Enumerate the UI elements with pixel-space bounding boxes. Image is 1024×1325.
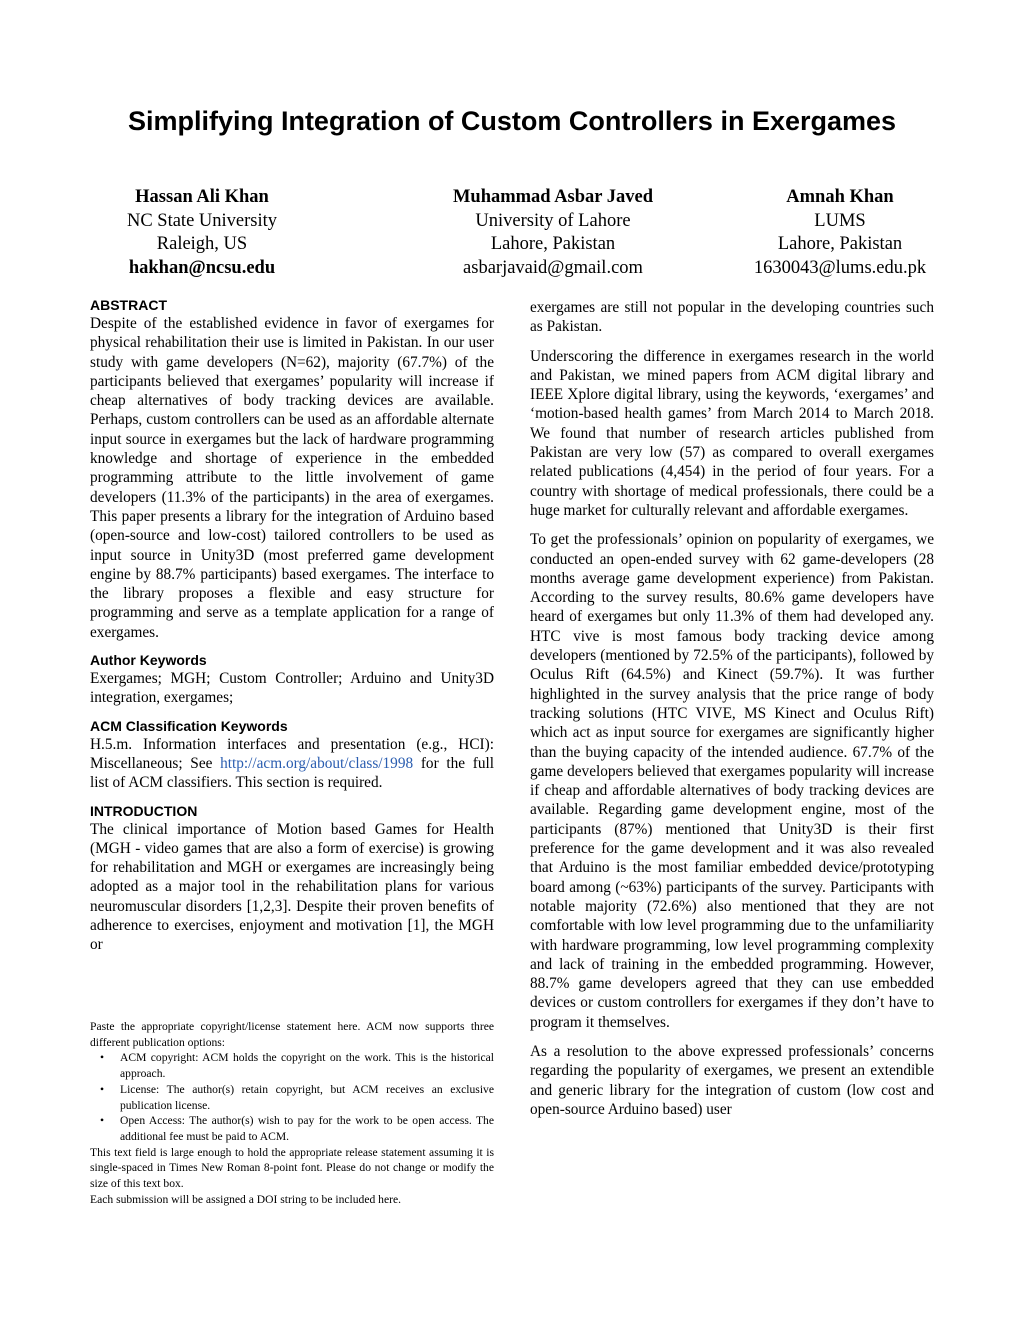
left-column: [90, 297, 494, 955]
author-affiliation: University of Lahore: [475, 210, 631, 231]
author-2: [403, 186, 703, 280]
copyright-option: • License: The author(s) retain copyright, but ACM receives an exclusive publication license.: [120, 1082, 494, 1113]
author-keywords-text: Exergames; MGH; Custom Controller; Arduino and Unity3D integration, exergames;: [90, 670, 494, 707]
copyright-option: • ACM copyright: ACM holds the copyright on the work. This is the historical approach.: [120, 1050, 494, 1081]
copyright-box: [90, 1019, 494, 1206]
author-affiliation: NC State University: [126, 210, 278, 231]
author-email: asbarjavaid@gmail.com: [463, 257, 643, 278]
copyright-option: • Open Access: The author(s) wish to pay for the work to be open access. The additional fee must be paid to ACM.: [120, 1113, 494, 1144]
author-email: 1630043@lums.edu.pk: [753, 257, 927, 278]
author-keywords-heading: Author Keywords: [90, 652, 207, 669]
copyright-note: This text field is large enough to hold the appropriate release statement assuming it is single-spaced in Times New Roman 8-point font. Please do not change or modify the size of this text box.: [90, 1145, 494, 1191]
body-paragraph: To get the professionals’ opinion on popularity of exergames, we conducted an open-ended survey with 62 game-developers (28 months average game development experience) from Pakistan. According to the survey results, 80.6% game developers have heard of exergames but only 11.3% of them had developed any. HTC vive is most famous body tracking device among developers (mentioned by 72.5% of the participants), followed by Oculus Rift (64.5%) and Kinect (59.7%). It was further highlighted in the survey analysis that the price range of body tracking solutions (HTC VIVE, MS Kinect and Oculus Rift) which act as input source for exergames are significantly higher than the buying capacity of the intended audience. 67.7% of the game developers believed that exergames popularity will increase if cheap and affordable alternatives of body tracking devices are available. Regarding game development engine, most of the participants (87%) mentioned that Unity3D is their first preference for the game development and it was also revealed that Arduino is the most familiar embedded device/prototyping board among (~63%) participants of the survey. Participants with notable majority (72.6%) also mentioned that they are not comfortable with low level programming due to the unfamiliarity with hardware programming, low level programming complexity and lack of training in the embedded programming. However, 88.7% game developers agreed that they can use embedded devices or custom controllers for exergames if they don’t have to program it themselves.: [530, 531, 934, 1031]
acm-class-link[interactable]: http://acm.org/about/class/1998: [220, 754, 414, 772]
acm-text-before: H.5.m. Information interfaces and presentation (e.g., HCI): Miscellaneous; See: [90, 735, 494, 772]
author-name: Hassan Ali Khan: [135, 187, 269, 207]
abstract-text: Despite of the established evidence in favor of exergames for physical rehabilitation their use is limited in Pakistan. In our user study with game developers (N=62), majority (67.7%) of the participants believed that exergames’ popularity will increase if cheap alternatives of body tracking devices are available. Perhaps, custom controllers can be used as an affordable alternate input source in exergames but the lack of hardware programming knowledge and shortage of experience in the embedded programming attribute to the little involvement of game developers (11.3% of the participants) in the area of exergames. This paper presents a library for the integration of Arduino based (open-source and low-cost) tailored controllers to be used as input source in Unity3D (most preferred game development engine by 88.7% participants) based exergames. The interface to the library proposes a flexible and easy structure for programming and serve as a template application for a range of exergames.: [90, 315, 494, 641]
introduction-heading: INTRODUCTION: [90, 802, 198, 819]
author-name: Amnah Khan: [786, 187, 894, 207]
author-location: Lahore, Pakistan: [490, 234, 616, 254]
body-paragraph: Underscoring the difference in exergames research in the world and Pakistan, we mined papers from ACM digital library and IEEE Xplore digital library, using the keywords, ‘exergames’ and ‘motion-based health games’ from March 2014 to March 2018. We found that number of research articles published from Pakistan are very low (57) as compared to overall exergames related publications (4,454) in the period of four years. For a country with shortage of medical professionals, there could be a huge market for culturally relevant and affordable exergames.: [530, 347, 934, 519]
paper-title: Simplifying Integration of Custom Controllers in Exergames: [127, 106, 897, 136]
introduction-text: The clinical importance of Motion based Games for Health (MGH - video games that are also a form of exercise) is growing for rehabilitation and MGH or exergames are increasingly being adopted as a major tool in the rehabilitation plans for various neuromuscular disorders [1,2,3]. Despite their proven benefits of adherence to exercises, enjoyment and motivation [1], the MGH or: [90, 820, 494, 954]
acm-keywords-heading: ACM Classification Keywords: [90, 717, 288, 734]
author-email: hakhan@ncsu.edu: [128, 257, 276, 278]
body-paragraph: exergames are still not popular in the developing countries such as Pakistan.: [530, 299, 934, 336]
right-column: [530, 298, 934, 1119]
author-block: [0, 186, 1024, 282]
author-1: [52, 186, 352, 280]
copyright-intro: Paste the appropriate copyright/license statement here. ACM now supports three different publication options:: [90, 1020, 494, 1049]
doi-note: Each submission will be assigned a DOI string to be included here.: [90, 1192, 402, 1206]
author-location: Lahore, Pakistan: [777, 234, 903, 254]
acm-keywords-text: [90, 735, 494, 793]
author-location: Raleigh, US: [156, 234, 248, 254]
copyright-options: [90, 1050, 494, 1144]
acm-text-after: for the full list of ACM classifiers. This section is required.: [90, 754, 494, 792]
author-affiliation: LUMS: [814, 210, 866, 231]
author-name: Muhammad Asbar Javed: [452, 187, 654, 207]
body-paragraph: As a resolution to the above expressed professionals’ concerns regarding the popularity of exergames, we present an extendible and generic library for the integration of custom (low cost and open-source Arduino based) user: [530, 1042, 934, 1118]
abstract-heading: ABSTRACT: [90, 297, 167, 313]
author-3: [690, 186, 990, 280]
